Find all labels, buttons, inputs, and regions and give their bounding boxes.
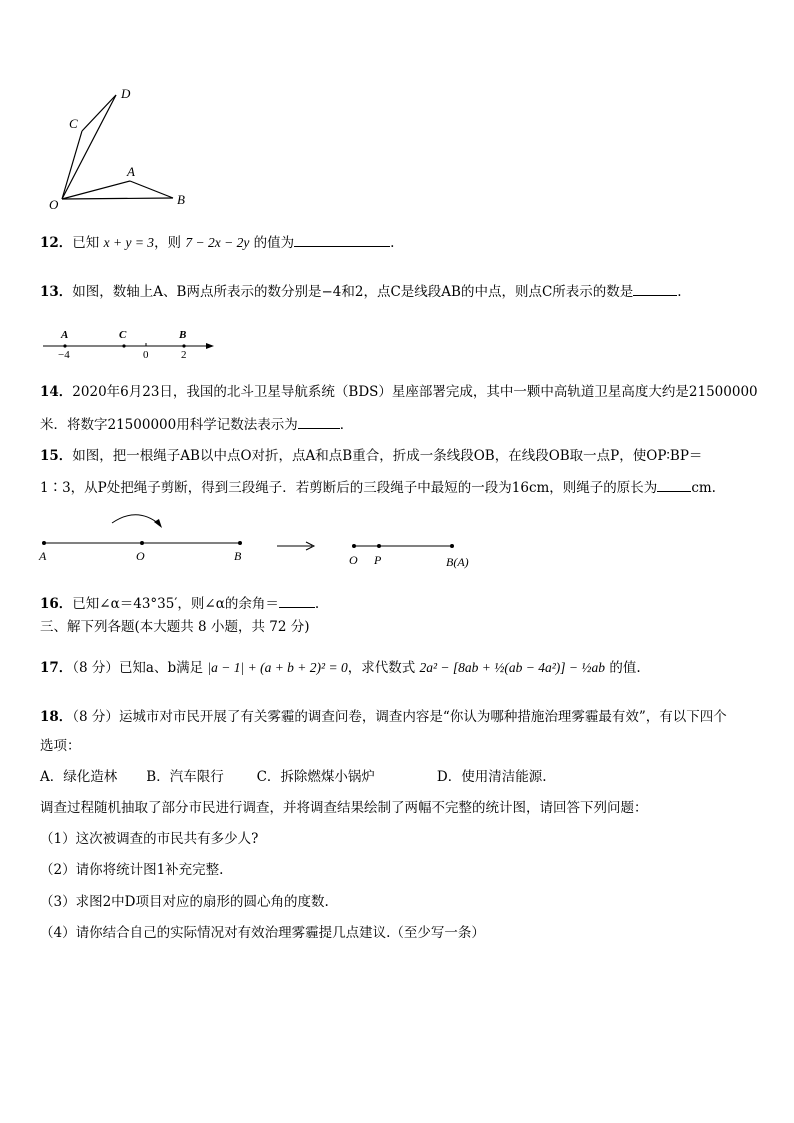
option-d: D．使用清洁能源. [436, 769, 547, 785]
question-14-line-2: 米．将数字21500000用科学记数法表示为 ． [40, 414, 353, 434]
answer-blank-12[interactable] [294, 232, 390, 247]
rope2-label-P: P [374, 553, 382, 567]
number-line-13 [38, 326, 218, 362]
answer-blank-13[interactable] [633, 281, 677, 296]
rope2-label-BA: B(A) [446, 555, 469, 569]
question-14-line-1: 14．2020年6月23日，我国的北斗卫星导航系统（BDS）星座部署完成，其中一颗中高轨道卫星高度大约是21500000 [40, 384, 758, 400]
option-b: B．汽车限行 [146, 769, 224, 785]
question-18-sub-2: （2）请你将统计图1补充完整. [40, 862, 224, 878]
question-18-sub-3: （3）求图2中D项目对应的扇形的圆心角的度数. [40, 894, 329, 910]
section-heading: 三、解下列各题(本大题共 8 小题，共 72 分) [40, 619, 310, 635]
question-18-line-2: 选项： [40, 738, 81, 754]
question-12: 12．已知 x + y = 3，则 7 − 2x − 2y 的值为 . [40, 232, 394, 252]
numline-label-C: C [119, 329, 127, 341]
rope-label-O: O [136, 549, 145, 563]
label-D: D [121, 86, 131, 101]
numline-tick-2: 2 [181, 349, 187, 361]
numline-tick-0: 0 [143, 349, 149, 361]
rope-fold-figure [32, 508, 482, 570]
question-18-line-1: 18．（8 分）运城市对市民开展了有关雾霾的调查问卷，调查内容是“你认为哪种措施治理雾霾最有效”，有以下四个 [40, 709, 727, 725]
label-O: O [49, 197, 59, 212]
question-18-sub-4: （4）请你结合自己的实际情况对有效治理雾霾提几点建议.（至少写一条） [40, 925, 485, 941]
answer-blank-15[interactable] [657, 477, 691, 492]
question-15-line-1: 15．如图，把一根绳子AB以中点O对折，点A和点B重合，折成一条线段OB，在线段OB取一点P，使OP∶BP＝ [40, 448, 703, 464]
option-a: A．绿化造林 [40, 769, 118, 785]
rope-label-A: A [39, 549, 47, 563]
question-15-line-2: 1∶3，从P处把绳子剪断，得到三段绳子．若剪断后的三段绳子中最短的一段为16cm，则绳子的原长为 cm. [40, 477, 716, 497]
answer-blank-14[interactable] [298, 414, 340, 429]
angle-figure [40, 82, 200, 214]
numline-tick-neg4: −4 [58, 349, 70, 361]
answer-blank-16[interactable] [279, 593, 315, 608]
question-18-sub-1: （1）这次被调查的市民共有多少人? [40, 831, 259, 847]
question-13: 13．如图，数轴上A、B两点所表示的数分别是−4和2，点C是线段AB的中点，则点C所表示的数是 . [40, 281, 682, 301]
numline-label-A: A [61, 329, 69, 341]
label-C: C [69, 116, 78, 131]
question-16: 16．已知∠α＝43°35′，则∠α的余角＝ . [40, 593, 319, 613]
label-A: A [127, 164, 135, 179]
option-c: C．拆除燃煤小锅炉 [256, 769, 375, 785]
label-B: B [177, 192, 185, 207]
rope2-label-O: O [349, 553, 358, 567]
question-18-options [40, 768, 547, 786]
question-17: 17．（8 分）已知a、b满足 |a − 1| + (a + b + 2)² = 0，求代数式 2a² − [8ab + ½(ab − 4a²)] − ½ab 的值. [40, 660, 641, 676]
rope-label-B: B [234, 549, 242, 563]
question-18-line-3: 调查过程随机抽取了部分市民进行调查，并将调查结果绘制了两幅不完整的统计图，请回答下列问题： [40, 800, 648, 816]
numline-label-B: B [179, 329, 187, 341]
